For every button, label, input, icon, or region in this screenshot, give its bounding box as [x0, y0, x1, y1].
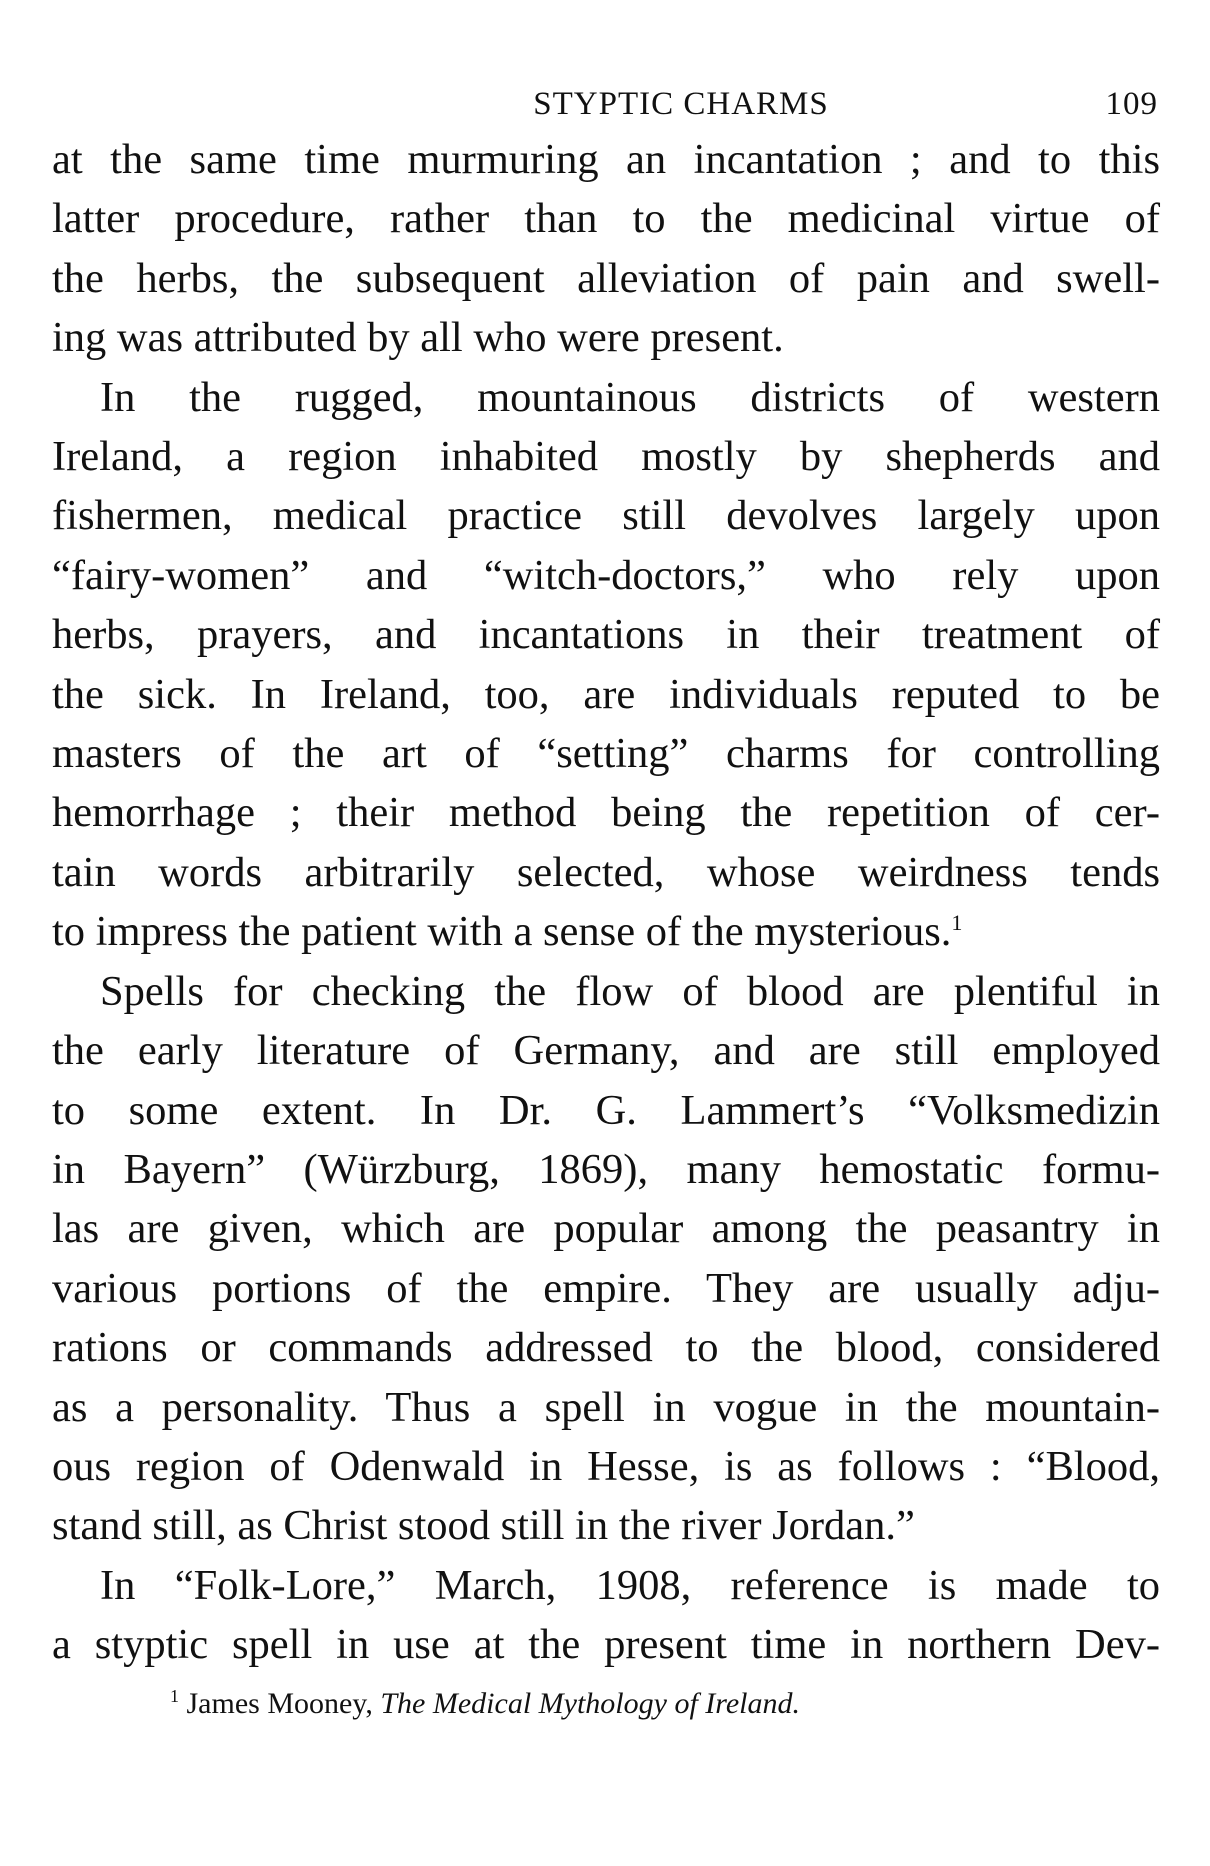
- text-line-content: to impress the patient with a sense of the mysterious.: [52, 908, 952, 956]
- text-line: at the same time murmuring an incantation ; and to this: [52, 136, 1160, 183]
- text-line: In the rugged, mountainous districts of western: [100, 373, 1160, 421]
- body-text: [52, 130, 1160, 1675]
- text-line: rations or commands addressed to the blood, considered: [52, 1324, 1160, 1372]
- footnote: [52, 1687, 1160, 1721]
- text-line: ing was attributed by all who were present.: [52, 314, 784, 362]
- text-line: to some extent. In Dr. G. Lammert’s “Volksmedizin: [52, 1086, 1160, 1134]
- text-line: the sick. In Ireland, too, are individuals reputed to be: [52, 670, 1160, 718]
- text-line-with-note: [52, 902, 1160, 961]
- book-page: [52, 78, 1160, 1721]
- running-head: [52, 78, 1160, 130]
- page-number: 109: [1105, 86, 1158, 122]
- running-title: STYPTIC CHARMS: [533, 86, 829, 122]
- text-line: a styptic spell in use at the present time in northern Dev-: [52, 1621, 1160, 1669]
- text-line: hemorrhage ; their method being the repetition of cer-: [52, 789, 1160, 837]
- text-line: masters of the art of “setting” charms for controlling: [52, 730, 1160, 778]
- text-line: fishermen, medical practice still devolves largely upon: [52, 492, 1160, 540]
- text-line: stand still, as Christ stood still in the river Jordan.”: [52, 1502, 915, 1550]
- footnote-marker: 1: [170, 1685, 179, 1706]
- text-line: herbs, prayers, and incantations in their treatment of: [52, 611, 1160, 659]
- footnote-author: James Mooney,: [186, 1686, 373, 1720]
- text-line: “fairy-women” and “witch-doctors,” who rely upon: [52, 551, 1160, 599]
- text-line: as a personality. Thus a spell in vogue in the mountain-: [52, 1383, 1160, 1431]
- text-line: tain words arbitrarily selected, whose weirdness tends: [52, 848, 1160, 896]
- text-line: Spells for checking the flow of blood are plentiful in: [100, 967, 1160, 1015]
- text-line: las are given, which are popular among the peasantry in: [52, 1205, 1160, 1253]
- text-line: Ireland, a region inhabited mostly by shepherds and: [52, 433, 1160, 481]
- text-line: ous region of Odenwald in Hesse, is as follows : “Blood,: [52, 1442, 1160, 1490]
- text-line: various portions of the empire. They are usually adju-: [52, 1264, 1160, 1312]
- footnote-work-title: The Medical Mythology of Ireland.: [380, 1686, 800, 1720]
- text-line: the herbs, the subsequent alleviation of pain and swell-: [52, 254, 1160, 302]
- text-line: In “Folk-Lore,” March, 1908, reference is made to: [100, 1561, 1160, 1609]
- text-line: the early literature of Germany, and are still employed: [52, 1027, 1160, 1075]
- footnote-reference: 1: [951, 910, 963, 936]
- text-line: latter procedure, rather than to the medicinal virtue of: [52, 195, 1160, 243]
- text-line: in Bayern” (Würzburg, 1869), many hemostatic formu-: [52, 1145, 1160, 1193]
